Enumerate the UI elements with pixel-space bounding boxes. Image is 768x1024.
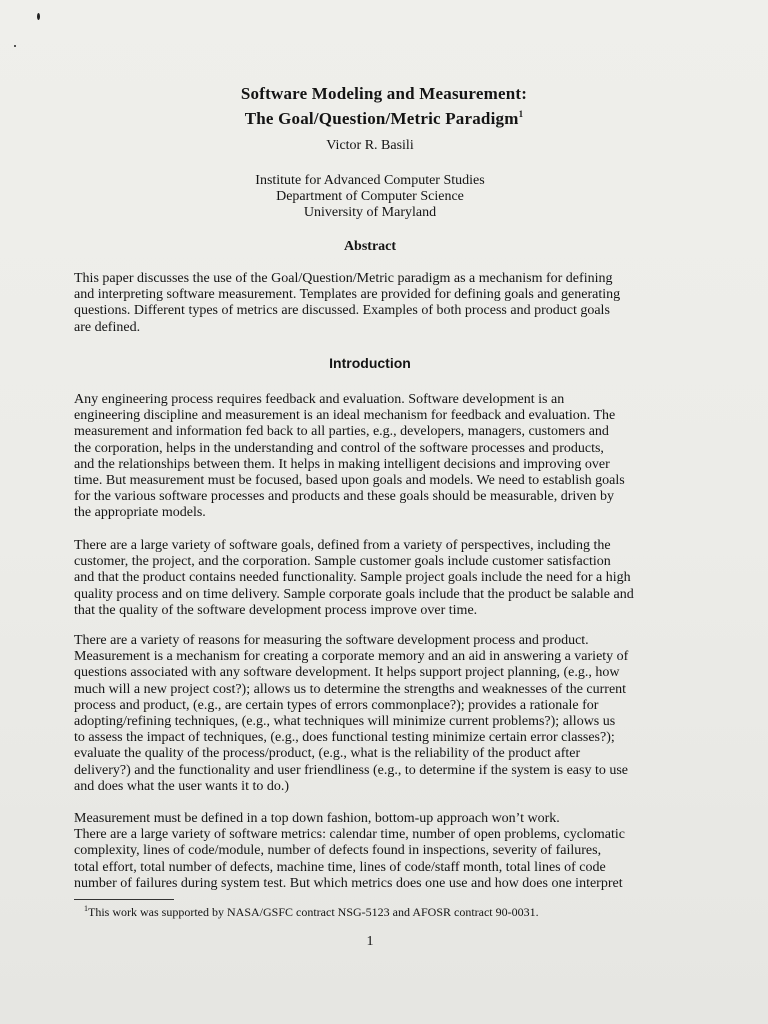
abstract-body (74, 271, 674, 336)
section-heading-introduction: Introduction (329, 355, 411, 371)
text-line: to assess the impact of techniques, (e.g., does functional testing minimize certain error classes?); (74, 730, 615, 746)
text-line: time. But measurement must be focused, based upon goals and models. We need to establish goals (74, 473, 625, 489)
body-paragraph (74, 538, 674, 619)
body-paragraph (74, 633, 674, 795)
abstract-heading: Abstract (343, 239, 397, 254)
footnote-text: This work was supported by NASA/GSFC contract NSG-5123 and AFOSR contract 90-0031. (88, 905, 539, 919)
footnote-mark: 1 (84, 904, 88, 913)
paper-title-line-1: Software Modeling and Measurement: (240, 84, 528, 103)
text-line: delivery?) and the functionality and user friendliness (e.g., to determine if the system is easy to use (74, 762, 629, 778)
text-line: and the relationships between them. It helps in making intelligent decisions and improving over (74, 456, 610, 472)
footnote (84, 902, 539, 919)
footnote-rule (74, 899, 174, 900)
text-line: There are a large variety of software metrics: calendar time, number of open problems, cyclomatic (74, 827, 625, 843)
text-line: number of failures during system test. But which metrics does one use and how does one interpret (74, 875, 623, 891)
text-line: Any engineering process requires feedback and evaluation. Software development is an (74, 392, 565, 407)
paper-title-line-2: The Goal/Question/Metric Paradigm$^1$ (244, 109, 524, 128)
text-line: much will a new project cost?); allows us to determine the strengths and weaknesses of the current (74, 681, 627, 697)
text-line: for the various software processes and products and these goals should be measurable, driven by (74, 489, 615, 505)
text-line: Measurement must be defined in a top down fashion, bottom-up approach won’t work. (74, 811, 560, 826)
affiliation-line: University of Maryland (303, 205, 437, 220)
text-line: quality process and on time delivery. Sample corporate goals include that the product be salable and (74, 586, 634, 602)
body-paragraph (74, 811, 674, 892)
text-line: engineering discipline and measurement is an ideal mechanism for feedback and evaluation. The (74, 408, 616, 424)
affiliation-line: Department of Computer Science (276, 189, 464, 204)
affiliation-line: Institute for Advanced Computer Studies (255, 173, 485, 188)
scan-speck (14, 45, 16, 47)
body-paragraph (74, 392, 674, 522)
text-line: and does what the user wants it to do.) (74, 778, 290, 794)
text-line: are defined. (74, 319, 141, 335)
title-footnote-mark: 1 (518, 109, 524, 119)
scan-speck (37, 13, 40, 20)
text-line: This paper discusses the use of the Goal/Question/Metric paradigm as a mechanism for defining (74, 271, 613, 286)
text-line: customer, the project, and the corporation. Sample customer goals include customer satisfaction (74, 554, 611, 570)
text-line: evaluate the quality of the process/product, (e.g., what is the reliability of the product after (74, 746, 581, 762)
text-line: adopting/refining techniques, (e.g., what techniques will minimize current problems?); allows us (74, 714, 616, 730)
text-line: the corporation, helps in the understanding and control of the software processes and products, (74, 440, 604, 456)
text-line: and that the product contains needed functionality. Sample project goals include the need for a high (74, 570, 631, 586)
text-line: complexity, lines of code/module, number of defects found in inspections, severity of failures, (74, 843, 602, 859)
text-line: questions. Different types of metrics are discussed. Examples of both process and product goals (74, 303, 610, 319)
text-line: Measurement is a mechanism for creating a corporate memory and an aid in answering a variety of (74, 649, 629, 665)
text-line: total effort, total number of defects, machine time, lines of code/staff month, total lines of code (74, 859, 606, 875)
text-line: measurement and information fed back to all parties, e.g., developers, managers, customers and (74, 424, 609, 440)
text-line: process and product, (e.g., are certain types of errors commonplace?); provides a rationale for (74, 697, 599, 713)
text-line: and interpreting software measurement. Templates are provided for defining goals and generating (74, 287, 621, 303)
text-line: There are a variety of reasons for measuring the software development process and product. (74, 633, 589, 648)
page-number: 1 (366, 934, 374, 949)
text-line: the appropriate models. (74, 505, 206, 521)
text-line: There are a large variety of software goals, defined from a variety of perspectives, including the (74, 538, 611, 553)
text-line: that the quality of the software development process improve over time. (74, 602, 478, 618)
author-name: Victor R. Basili (326, 138, 414, 153)
text-line: questions associated with any software development. It helps support project planning, (e.g., how (74, 665, 620, 681)
